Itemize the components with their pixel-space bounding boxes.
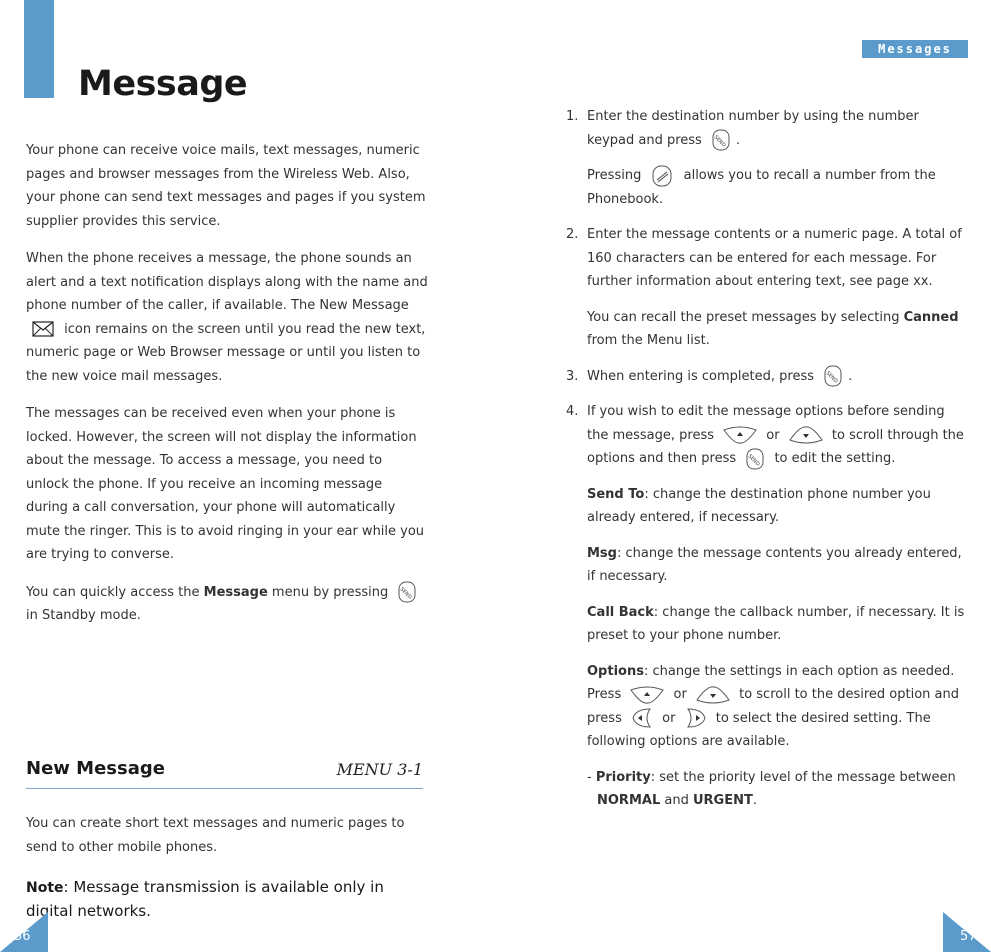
option-priority [587, 766, 966, 813]
option-text: : change the destination phone number you already entered, if necessary. [587, 486, 931, 525]
intro-paragraph: Your phone can receive voice mails, text messages, numeric pages and browser messages from the Wireless Web. Also, your phone can send text messages and pages if you system supplier provides this service. [26, 143, 426, 229]
priority-dash: - [587, 769, 596, 785]
notice-after: icon remains on the screen until you read the new text, numeric page or Web Browser message or until you listen to the new voice mail messages. [26, 321, 426, 384]
option-options [587, 660, 966, 754]
step-text [587, 105, 966, 152]
options-text-c: to select the desired setting. The following options are available. [587, 710, 931, 749]
menu-reference: MENU 3-1 [336, 760, 423, 779]
priority-and: and [664, 793, 689, 808]
note-label: Note [26, 880, 64, 896]
priority-text: : set the priority level of the message between [650, 769, 956, 785]
step1-text-before: Enter the destination number by using the number keypad and press [587, 109, 919, 148]
step-1 [566, 105, 966, 211]
step-number: 3. [566, 368, 579, 384]
left-key-icon [630, 707, 654, 729]
section-heading [26, 756, 423, 789]
up-key-icon [629, 686, 665, 704]
steps-list [566, 105, 966, 825]
send-key-icon [822, 365, 844, 387]
step-2 [566, 223, 966, 353]
step2-sub-bold: Canned [903, 309, 959, 325]
svg-text:SEND: SEND [398, 586, 414, 601]
page-title: Message [78, 64, 248, 104]
quick-access-bold: Message [203, 584, 268, 600]
step-text: Enter the message contents or a numeric page. A total of 160 characters can be entered for each message. For further information about entering text, see page xx. [587, 227, 962, 289]
option-label: Msg [587, 545, 617, 561]
step1-text-after: . [735, 132, 741, 148]
option-label: Options [587, 663, 644, 679]
step-text [587, 365, 966, 389]
option-label: Call Back [587, 604, 654, 620]
step-number: 4. [566, 404, 579, 419]
note-paragraph [26, 876, 426, 923]
svg-text:SEND: SEND [824, 370, 839, 385]
locked-paragraph: The messages can be received even when your phone is locked. However, the screen will not display the information about the message. To access a message, you need to unlock the phone. If you receive an incoming message during a call conversation, your phone will automatically mute the ringer. This is to avoid ringing in your ear while you are trying to converse. [26, 406, 425, 562]
step2-sub-after: from the Menu list. [587, 333, 710, 348]
step-number: 2. [566, 227, 579, 242]
step-number: 1. [566, 109, 579, 124]
step1-sub-after: allows you to recall a number from the Phonebook. [587, 168, 936, 207]
subheading-title: New Message [26, 758, 165, 779]
priority-urgent: URGENT [692, 793, 753, 808]
svg-text:SEND: SEND [712, 134, 727, 149]
step1-sub-before: Pressing [587, 168, 642, 183]
down-key-icon [788, 426, 824, 444]
new-message-paragraph: You can create short text messages and numeric pages to send to other mobile phones. [26, 816, 405, 855]
quick-access-prefix: You can quickly access the [26, 584, 200, 600]
step-text [587, 400, 966, 471]
option-msg [587, 542, 966, 589]
step3-text-after: . [848, 368, 853, 384]
quick-access-mid: menu by pressing [271, 584, 389, 600]
option-send-to [587, 483, 966, 530]
right-key-icon [684, 707, 708, 729]
step4-or: or [766, 427, 780, 443]
priority-end: . [752, 793, 757, 808]
priority-label: Priority [595, 769, 651, 785]
options-or2: or [662, 710, 676, 726]
options-or1: or [673, 687, 687, 702]
option-text: : change the callback number, if necessary. It is preset to your phone number. [587, 604, 965, 643]
send-key-icon [710, 129, 732, 151]
notice-paragraph [26, 247, 428, 388]
send-key-icon [396, 581, 418, 603]
step-subtext [587, 306, 966, 353]
page-number-left: 56 [14, 929, 31, 944]
step-subtext [587, 164, 966, 211]
up-key-icon [722, 426, 758, 444]
page-number-right: 57 [960, 929, 977, 944]
down-key-icon [695, 686, 731, 704]
option-text: : change the message contents you already entered, if necessary. [587, 545, 962, 584]
step-3 [566, 365, 966, 389]
options-text-a: : change the settings in each option as needed. Press [587, 663, 955, 702]
step3-text-before: When entering is completed, press [587, 368, 814, 384]
step-4 [566, 400, 966, 813]
phonebook-key-icon [649, 165, 675, 187]
step2-sub-before: You can recall the preset messages by selecting [587, 309, 900, 325]
notice-before: When the phone receives a message, the phone sounds an alert and a text notification displays along with the name and phone number of the caller, if available. The New Message [26, 251, 428, 313]
quick-access-paragraph [26, 581, 428, 628]
ok-key-icon [744, 448, 766, 470]
title-accent-bar [24, 0, 54, 98]
option-call-back [587, 601, 966, 648]
options-text-b: to scroll to the desired option and press [587, 687, 959, 726]
svg-text:SEND: SEND [746, 452, 761, 467]
step4-text-b: to scroll through the options and then press [587, 427, 964, 466]
step4-text-a: If you wish to edit the message options before sending the message, press [587, 404, 945, 443]
quick-access-suffix: in Standby mode. [26, 608, 141, 623]
section-tab: Messages [862, 40, 968, 58]
step4-text-c: to edit the setting. [774, 451, 896, 466]
option-label: Send To [587, 486, 645, 502]
envelope-icon [32, 321, 54, 337]
left-body [26, 139, 428, 642]
priority-normal: NORMAL [597, 793, 661, 808]
note-text: : Message transmission is available only in digital networks. [26, 878, 384, 920]
